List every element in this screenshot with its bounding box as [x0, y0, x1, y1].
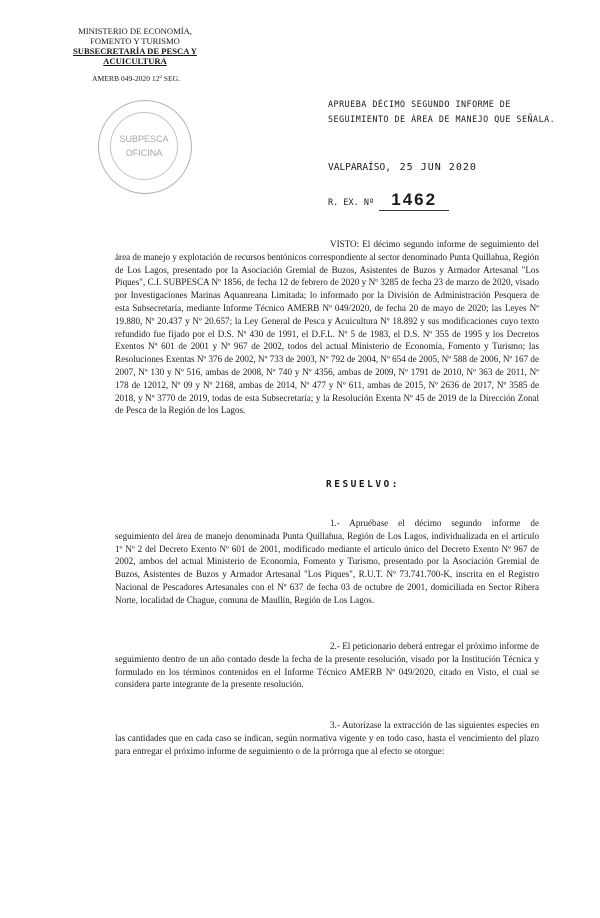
ministry-name-cont: FOMENTO Y TURISMO: [90, 36, 180, 46]
place-date-line: [328, 162, 477, 173]
subsecretaria-name-cont: ACUICULTURA: [103, 56, 167, 66]
ministry-header: [60, 26, 210, 66]
article-1-paragraph: 1.- Apruébase el décimo segundo informe de seguimiento del área de manejo denominada Punta Quillahua, Región de Los Lagos, individualizada en el artículo 1º Nº 2 del Decreto Exento Nº 601 de 2001, modificado mediante el artículo único del Decreto Exento Nº 967 de 2002, ambos del actual Ministerio de Economía, Fomento y Turismo, presentado por la Asociación Gremial de Buzos, Asistentes de Buzos y Armador Artesanal "Los Piques", R.U.T. Nº 73.741.700-K, inscrita en el Registro Nacional de Pescadores Artesanales con el Nº 637 de fecha 03 de octubre de 2001, domiciliada en Sector Ribera Norte, localidad de Chague, comuna de Maullín, Región de Los Lagos.: [115, 518, 539, 605]
resolution-title: APRUEBA DÉCIMO SEGUNDO INFORME DE SEGUIMIENTO DE ÁREA DE MANEJO QUE SEÑALA.: [328, 99, 556, 124]
stamp-text-1: SUBPESCA: [119, 134, 169, 144]
article-3-paragraph: 3.- Autorízase la extracción de las siguientes especies en las cantidades que en cada caso se indican, según normativa vigente y en todo caso, hasta el vencimiento del plazo para entregar el próximo informe de seguimiento o de la prórroga que al efecto se otorgue:: [115, 720, 539, 756]
rex-number: 1462: [379, 190, 449, 211]
rex-label: R. EX. Nº: [328, 198, 375, 208]
office-stamp: [98, 100, 192, 194]
visto-paragraph: VISTO: El décimo segundo informe de seguimiento del área de manejo y explotación de recursos bentónicos correspondiente al sector denominado Punta Quillahua, Región de Los Lagos, presentado por la Asociación Gremial de Buzos, Asistentes de Buzos y Armador Artesanal "Los Piques", C.I. SUBPESCA Nº 1856, de fecha 12 de febrero de 2020 y Nº 3285 de fecha 23 de marzo de 2020, visado por Investigaciones Marinas Aquanreana Limitada; lo informado por la División de Administración Pesquera de esta Subsecretaría, mediante Informe Técnico AMERB Nº 049/2020, de fecha 20 de mayo de 2020; las Leyes Nº 19.880, Nº 20.437 y Nº 20.657; la Ley General de Pesca y Acuicultura Nº 18.892 y sus modificaciones cuyo texto refundido fue fijado por el D.S. Nº 430 de 1991, el D.F.L. Nº 5 de 1983, el D.S. Nº 355 de 1995 y los Decretos Exentos Nº 601 de 2001 y Nº 967 de 2002, todos del actual Ministerio de Economía, Fomento y Turismo; las Resoluciones Exentas Nº 376 de 2002, Nº 733 de 2003, Nº 792 de 2004, Nº 654 de 2005, Nº 588 de 2006, Nº 167 de 2007, Nº 130 y Nº 516, ambas de 2008, Nº 740 y Nº 4356, ambas de 2009, Nº 1791 de 2010, Nº 363 de 2011, Nº 178 de 12012, Nº 09 y Nº 2168, ambas de 2014, Nº 477 y Nº 611, ambas de 2015, Nº 2636 de 2017, Nº 3585 de 2018, y Nº 3770 de 2019, todas de esta Subsecretaría; y la Resolución Exenta Nº 45 de 2019 de la Dirección Zonal de Pesca de la Región de los Lagos.: [115, 239, 539, 416]
subsecretaria-name: SUBSECRETARÍA DE PESCA Y: [73, 46, 197, 56]
stamp-text-2: OFICINA: [125, 148, 163, 158]
ministry-name: MINISTERIO DE ECONOMÍA,: [78, 26, 192, 36]
document-reference: AMERB 049-2020 12º SEG.: [92, 74, 180, 83]
stamp-inner: [110, 112, 178, 180]
article-2-paragraph: 2.- El peticionario deberá entregar el próximo informe de seguimiento dentro de un año contado desde la fecha de la presente resolución, visado por la Institución Técnica y formulado en los términos contenidos en el Informe Técnico AMERB Nº 049/2020, citado en Visto, el cual se considera parte integrante de la presente resolución.: [115, 641, 539, 690]
resolution-number-line: [328, 190, 449, 211]
resolution-date: 25 JUN 2020: [399, 162, 477, 173]
place-name: VALPARAÍSO,: [328, 162, 391, 173]
resuelvo-heading: RESUELVO:: [326, 479, 400, 490]
